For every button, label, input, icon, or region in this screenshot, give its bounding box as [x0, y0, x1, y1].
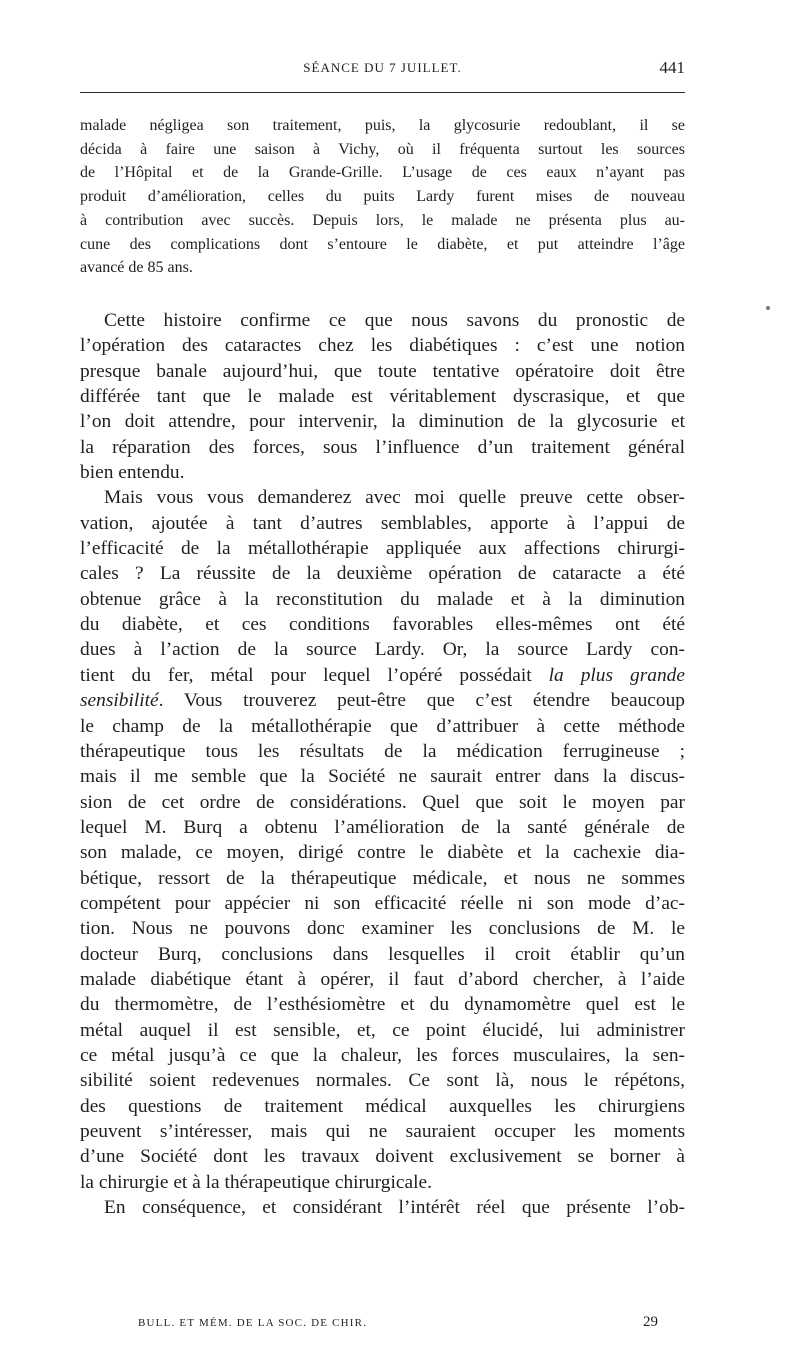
- text-line: tion. Nous ne pouvons donc examiner les conclusions de M. le: [80, 918, 685, 940]
- intro-paragraph: [80, 114, 685, 280]
- text-line: thérapeutique tous les résultats de la médication ferrugineuse ;: [80, 740, 685, 762]
- margin-speck: [766, 306, 770, 310]
- text-line: le champ de la métallothérapie que d’attribuer à cette méthode: [80, 715, 685, 737]
- text-line: l’on doit attendre, pour intervenir, la diminution de la glycosurie et: [80, 411, 685, 433]
- line-text: tient du fer, métal pour lequel l’opéré possédait: [80, 664, 532, 686]
- text-line: son malade, ce moyen, dirigé contre le diabète et la cachexie dia-: [80, 842, 685, 864]
- italic-word: sensibilité: [80, 690, 159, 712]
- text-line: docteur Burq, conclusions dans lesquelles il croit établir qu’un: [80, 943, 685, 965]
- text-line: bien entendu.: [80, 462, 185, 484]
- text-line: lequel M. Burq a obtenu l’amélioration de la santé générale de: [80, 816, 685, 838]
- text-line: malade diabétique étant à opérer, il faut d’abord chercher, à l’aide: [80, 968, 685, 990]
- text-line-italic-start: [80, 688, 685, 713]
- text-line: ce métal jusqu’à ce que la chaleur, les forces musculaires, la sen-: [80, 1044, 685, 1066]
- text-line: malade négligea son traitement, puis, la glycosurie redoublant, il se: [80, 117, 685, 134]
- text-line: dues à l’action de la source Lardy. Or, la source Lardy con-: [80, 639, 685, 661]
- text-line: la chirurgie et à la thérapeutique chirurgicale.: [80, 1171, 432, 1193]
- text-line: l’efficacité de la métallothérapie appliquée aux affections chirurgi-: [80, 538, 685, 560]
- text-line: peuvent s’intéresser, mais qui ne sauraient occuper les moments: [80, 1121, 685, 1142]
- header-rule: [80, 92, 685, 93]
- text-line: vation, ajoutée à tant d’autres semblables, apporte à l’appui de: [80, 512, 685, 534]
- text-line: produit d’amélioration, celles du puits Lardy furent mises de nouveau: [80, 188, 685, 206]
- text-line: compétent pour appécier ni son efficacité réelle ni son mode d’ac-: [80, 892, 685, 914]
- text-line: d’une Société dont les travaux doivent exclusivement se borner à: [80, 1146, 685, 1168]
- text-line: décida à faire une saison à Vichy, où il fréquenta surtout les sources: [80, 140, 685, 158]
- signature-mark: 29: [643, 1314, 658, 1330]
- text-line: des questions de traitement médical auxquelles les chirurgiens: [80, 1095, 685, 1117]
- text-line: à contribution avec succès. Depuis lors, le malade ne présenta plus au-: [80, 211, 685, 229]
- text-line-italic-end: [80, 663, 685, 688]
- text-line: Mais vous vous demanderez avec moi quelle preuve cette obser-: [104, 487, 685, 509]
- text-line: Cette histoire confirme ce que nous savons du pronostic de: [104, 310, 685, 331]
- text-line: métal auquel il est sensible, et, ce point élucidé, lui administrer: [80, 1019, 685, 1041]
- text-line: bétique, ressort de la thérapeutique médicale, et nous ne sommes: [80, 867, 685, 889]
- line-text: . Vous trouverez peut-être que c’est étendre beaucoup: [158, 690, 685, 712]
- italic-phrase: la plus grande: [548, 664, 685, 686]
- text-line: presque banale aujourd’hui, que toute tentative opératoire doit être: [80, 360, 685, 382]
- text-line: cune des complications dont s’entoure le diabète, et put atteindre l’âge: [80, 235, 685, 253]
- journal-name: BULL. ET MÉM. DE LA SOC. DE CHIR.: [138, 1317, 368, 1329]
- text-line: sibilité soient redevenues normales. Ce sont là, nous le répétons,: [80, 1070, 685, 1092]
- text-line: de l’Hôpital et de la Grande-Grille. L’usage de ces eaux n’ayant pas: [80, 164, 685, 182]
- main-text: [80, 308, 685, 1220]
- text-line: mais il me semble que la Société ne saurait entrer dans la discus-: [80, 766, 685, 788]
- text-line: avancé de 85 ans.: [80, 259, 193, 277]
- text-line: l’opération des cataractes chez les diabétiques : c’est une notion: [80, 335, 685, 357]
- text-line: la réparation des forces, sous l’influence d’un traitement général: [80, 436, 685, 458]
- text-line: du diabète, et ces conditions favorables elles-mêmes ont été: [80, 614, 685, 636]
- text-line: différée tant que le malade est véritablement dyscrasique, et que: [80, 386, 685, 408]
- page-footer: [80, 1313, 685, 1335]
- text-line: du thermomètre, de l’esthésiomètre et du dynamomètre quel est le: [80, 994, 685, 1016]
- text-line: obtenue grâce à la reconstitution du malade et à la diminution: [80, 588, 685, 610]
- text-line: En conséquence, et considérant l’intérêt réel que présente l’ob-: [104, 1197, 685, 1219]
- page-number: 441: [659, 58, 685, 77]
- header-title: SÉANCE DU 7 JUILLET.: [303, 60, 462, 75]
- running-header: [80, 58, 685, 86]
- text-line: sion de cet ordre de considérations. Quel que soit le moyen par: [80, 791, 685, 813]
- text-line: cales ? La réussite de la deuxième opération de cataracte a été: [80, 563, 685, 585]
